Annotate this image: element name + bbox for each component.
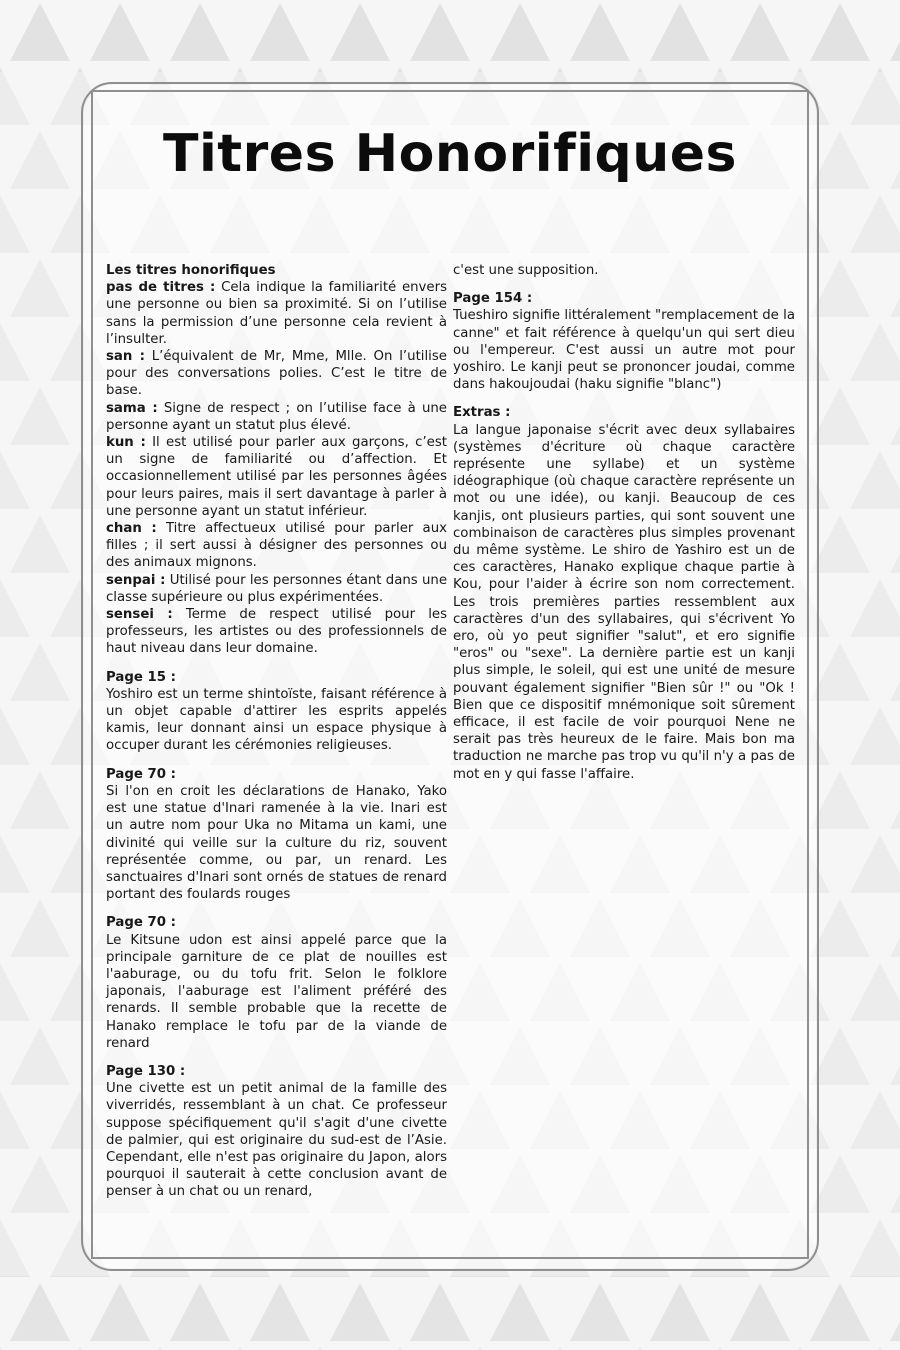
note-body: Si l'on en croit les déclarations de Hanako, Yako est une statue d'Inari ramenée à la vie. Inari est un autre nom pour Uka no Mitama un kami, une divinité qui veille sur la culture du riz, souvent représentée comme, ou par, un renard. Les sanctuaires d'Inari sont ornés de statues de renard portant des foulards rouges [106,783,447,903]
note-body: Le Kitsune udon est ainsi appelé parce que la principale garniture de ce plat de nouilles est l'aaburage, ou du tofu frit. Selon le folklore japonais, l'aaburage est l'aliment préféré des renards. Il semble probable que la recette de Hanako remplace le tofu par de la viande de renard [106,932,447,1051]
term-definition: Utilisé pour les personnes étant dans une classe supérieure ou plus expérimentées. [106,572,447,605]
note-heading: Page 130 : [106,1063,186,1079]
term-paragraph [106,279,447,348]
page-note [106,669,447,755]
term-label: sama : [106,400,158,416]
page-note [106,1063,447,1201]
term-definition: Terme de respect utilisé pour les professeurs, les artistes ou des professionnels de haut niveau dans leur domaine. [106,607,447,657]
term-label: sensei : [106,607,173,623]
note-heading: Page 154 : [453,291,533,307]
term-definition: Titre affectueux utilisé pour parler aux filles ; il sert aussi à désigner des personnes ou des animaux mignons. [106,521,447,571]
term-definition: L’équivalent de Mr, Mme, Mlle. On l’utilise pour des conversations polies. C’est le titre de base. [106,349,447,399]
note-body: La langue japonaise s'écrit avec deux syllabaires (systèmes d'écriture où chaque caractère représente une syllabe) et un système idéographique (où chaque caractère représente un mot ou une idée), ou kanji. Beaucoup de ces kanjis, ont plusieurs parties, qui sont souvent une combinaison de caractères plus simples provenant du même système. Le shiro de Yashiro est un de ces caractères, Hanako explique chaque partie à Kou, pour l'aider à écrire son nom correctement. Les trois premières parties ressemblent aux caractères d'un des syllabaires, qui s'écrivent Yo ero, où yo peut signifier "salut", et ero signifie "eros" ou "sexe". La dernière partie est un kanji plus simple, le soleil, qui est une unité de mesure pouvant également signifier "Bien sûr !" ou "Ok ! Bien que ce dispositif mnémonique soit sûrement efficace, il est facile de voir pourquoi Nene ne serait pas très heureux de le faire. Mais bon ma traduction ne marche pas trop vu qu'il n'y a pas de mot en y qui fasse l'affaire. [453,422,795,782]
note-heading: Page 70 : [106,766,176,782]
term-label: pas de titres : [106,280,216,296]
note-body: Une civette est un petit animal de la famille des viverridés, ressemblant à un chat. Ce professeur suppose spécifiquement qu'il s'agit d'une civette de palmier, qui est originaire du sud-est de l’Asie. Cependant, elle n'est pas originaire du Japon, alors pourquoi il sauterait à cette conclusion avant de penser à un chat ou un renard, [106,1081,447,1200]
right-column [453,262,795,783]
term-paragraph [106,348,447,400]
term-label: chan : [106,521,157,537]
term-definition: Il est utilisé pour parler aux garçons, c’est un signe de familiarité ou d’affection. Et occasionnellement utilisé par les personnes âgées pour leurs paires, mais il sert davantage à parler à une personne ayant un statut inférieur. [106,435,447,519]
term-label: kun : [106,435,146,451]
honorifics-section-heading: Les titres honorifiques [106,263,276,278]
term-paragraph [106,520,447,572]
term-label: senpai : [106,572,166,588]
note-heading: Page 70 : [106,915,176,931]
term-paragraph [106,400,447,434]
left-column [106,262,447,1201]
term-paragraph [106,572,447,606]
page-note [106,766,447,904]
term-label: san : [106,349,145,365]
page-note [106,914,447,1052]
continuation-text: c'est une supposition. [453,263,599,278]
note-body: Yoshiro est un terme shintoïste, faisant référence à un objet capable d'attirer les esprits appelés kamis, leur donnant ainsi un espace physique à occuper durant les cérémonies religieuses. [106,686,447,754]
term-paragraph [106,606,447,658]
page-title: Titres Honorifiques [163,124,737,184]
page-note [453,290,795,393]
note-heading: Extras : [453,405,511,421]
note-heading: Page 15 : [106,669,176,685]
term-definition: Signe de respect ; on l’utilise face à une personne ayant un statut plus élevé. [106,400,447,433]
term-definition: Cela indique la familiarité envers une personne ou bien sa proximité. Si on l’utilise sans la permission d’une personne cela revient à l’insulter. [106,280,447,347]
note-body: Tueshiro signifie littéralement "remplacement de la canne" et fait référence à quelqu'un qui sert dieu ou l'empereur. C'est aussi un autre mot pour yoshiro. Le kanji peut se prononcer joudai, comme dans hakoujoudai (haku signifie "blanc") [453,308,795,393]
page-note [453,404,795,782]
term-paragraph [106,434,447,520]
